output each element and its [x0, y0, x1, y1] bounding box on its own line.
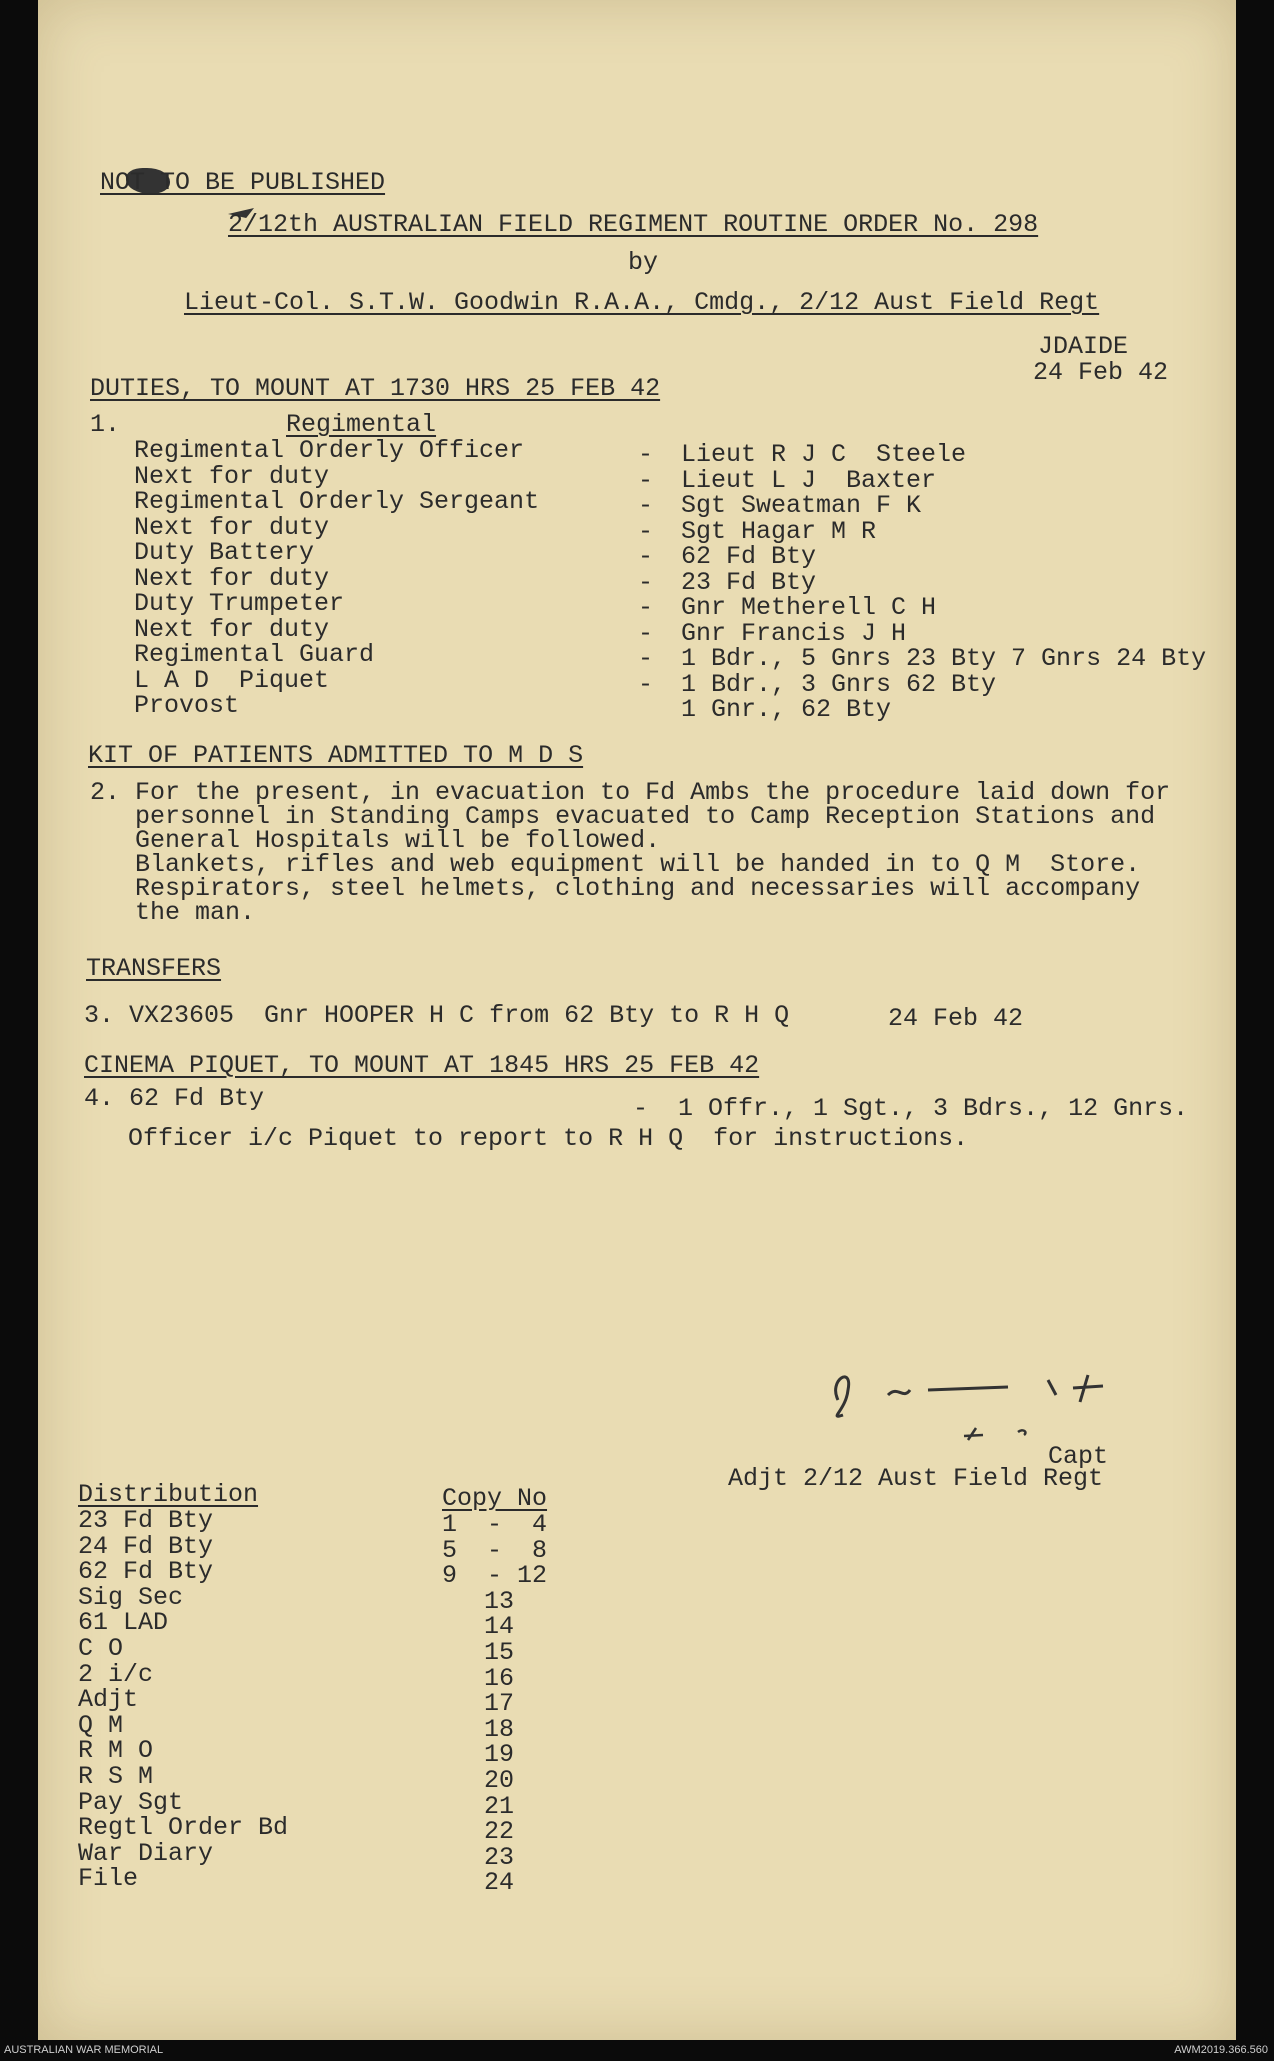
cinema-heading: CINEMA PIQUET, TO MOUNT AT 1845 HRS 25 FEB 42: [84, 1051, 760, 1080]
duty-dash: -: [638, 644, 654, 673]
duty-name: Duty Trumpeter: [134, 589, 345, 618]
distribution-unit: 24 Fd Bty: [78, 1531, 214, 1561]
distribution-unit: C O: [78, 1634, 124, 1663]
distribution-heading: Distribution: [78, 1480, 259, 1509]
duties-heading: DUTIES, TO MOUNT AT 1730 HRS 25 FEB 42: [90, 374, 661, 403]
distribution-copy: 9 - 12: [442, 1561, 548, 1591]
kit-line: 2. For the present, in evacuation to Fd Ambs the procedure laid down for: [90, 778, 1171, 807]
duty-assignee: Lieut L J Baxter: [681, 465, 937, 495]
duty-dash: -: [638, 465, 654, 495]
kit-line: General Hospitals will be followed.: [90, 826, 661, 855]
distribution-copy: 1 - 4: [442, 1510, 548, 1539]
duty-assignee: 62 Fd Bty: [681, 542, 817, 571]
duty-assignee: 1 Bdr., 5 Gnrs 23 Bty 7 Gnrs 24 Bty: [681, 644, 1207, 673]
cinema-line: 4. 62 Fd Bty: [84, 1084, 265, 1113]
distribution-unit: 61 LAD: [78, 1608, 169, 1638]
distribution-unit: R S M: [78, 1762, 154, 1791]
transfer-date: 24 Feb 42: [888, 1004, 1024, 1033]
kit-line: Blankets, rifles and web equipment will be handed in to Q M Store.: [90, 850, 1141, 879]
distribution-unit: 23 Fd Bty: [78, 1506, 214, 1535]
distribution-unit: Adjt: [78, 1685, 139, 1715]
commander-line: Lieut-Col. S.T.W. Goodwin R.A.A., Cmdg., 2/12 Aust Field Regt: [184, 288, 1100, 317]
transfers-heading: TRANSFERS: [86, 954, 222, 983]
date-label: 24 Feb 42: [1033, 358, 1169, 387]
distribution-unit: 2 i/c: [78, 1659, 154, 1689]
duty-assignee: Lieut R J C Steele: [681, 440, 967, 469]
cinema-detail: - 1 Offr., 1 Sgt., 3 Bdrs., 12 Gnrs.: [633, 1094, 1189, 1123]
duty-assignee: 23 Fd Bty: [681, 567, 817, 597]
kit-line: the man.: [90, 898, 256, 927]
distribution-copy: 20: [484, 1766, 515, 1795]
kit-heading: KIT OF PATIENTS ADMITTED TO M D S: [88, 741, 584, 770]
duty-dash: -: [638, 669, 654, 699]
distribution-unit: 62 Fd Bty: [78, 1557, 214, 1587]
distribution-unit: R M O: [78, 1736, 154, 1766]
not-published-label: NOT TO BE PUBLISHED: [100, 168, 386, 197]
order-title: 2/12th AUSTRALIAN FIELD REGIMENT ROUTINE ORDER No. 298: [228, 210, 1039, 239]
duty-name: Regimental Orderly Officer: [134, 436, 525, 465]
footer-right: AWM2019.366.560: [1174, 2044, 1268, 2056]
distribution-copy: 19: [484, 1740, 515, 1770]
distribution-copy: 22: [484, 1817, 515, 1847]
distribution-unit: War Diary: [78, 1838, 214, 1868]
place-label: JDAIDE: [1038, 332, 1129, 361]
duty-name: Next for duty: [134, 614, 330, 644]
duty-assignee: Sgt Hagar M R: [681, 516, 877, 546]
distribution-copy: 14: [484, 1612, 515, 1642]
document-page: [38, 0, 1236, 2040]
distribution-copy: 18: [484, 1714, 515, 1744]
duty-name: Provost: [134, 691, 240, 720]
duties-subheading: Regimental: [286, 410, 437, 439]
duty-assignee: Sgt Sweatman F K: [681, 491, 922, 520]
distribution-unit: Pay Sgt: [78, 1787, 184, 1817]
distribution-copy: 13: [484, 1586, 515, 1616]
duty-name: Next for duty: [134, 563, 330, 593]
distribution-copy: 16: [484, 1663, 515, 1693]
kit-line: personnel in Standing Camps evacuated to Camp Reception Stations and: [90, 802, 1156, 831]
duty-dash: -: [638, 491, 654, 520]
distribution-copy: 15: [484, 1638, 515, 1667]
distribution-copy: 24: [484, 1868, 515, 1898]
item-number: 1.: [90, 410, 121, 439]
duty-name: Duty Battery: [134, 538, 315, 567]
duty-dash: -: [638, 516, 654, 546]
distribution-copy: 5 - 8: [442, 1535, 548, 1565]
by-label: by: [628, 248, 659, 277]
kit-line: Respirators, steel helmets, clothing and necessaries will accompany: [90, 874, 1141, 903]
distribution-unit: Sig Sec: [78, 1582, 184, 1612]
distribution-unit: File: [78, 1864, 139, 1894]
duty-dash: -: [638, 618, 654, 648]
copy-heading: Copy No: [442, 1484, 548, 1513]
cinema-note: Officer i/c Piquet to report to R H Q for instructions.: [128, 1124, 969, 1153]
duty-name: Regimental Orderly Sergeant: [134, 487, 540, 516]
distribution-unit: Q M: [78, 1710, 124, 1740]
distribution-unit: Regtl Order Bd: [78, 1813, 289, 1843]
distribution-copy: 21: [484, 1791, 515, 1821]
duty-dash: -: [638, 567, 654, 597]
duty-name: Next for duty: [134, 461, 330, 491]
distribution-copy: 23: [484, 1842, 515, 1872]
duty-dash: -: [638, 440, 654, 469]
signature-role: Adjt 2/12 Aust Field Regt: [728, 1464, 1104, 1493]
duty-assignee: 1 Gnr., 62 Bty: [681, 695, 892, 724]
duty-name: L A D Piquet: [134, 665, 330, 695]
duty-dash: -: [638, 593, 654, 622]
distribution-copy: 17: [484, 1689, 515, 1719]
duty-assignee: 1 Bdr., 3 Gnrs 62 Bty: [681, 669, 997, 699]
duty-name: Next for duty: [134, 512, 330, 542]
duty-dash: -: [638, 542, 654, 571]
duty-assignee: Gnr Francis J H: [681, 618, 907, 648]
duty-assignee: Gnr Metherell C H: [681, 593, 937, 622]
signature-rank: Capt: [1048, 1442, 1109, 1471]
duty-name: Regimental Guard: [134, 640, 375, 669]
transfer-line: 3. VX23605 Gnr HOOPER H C from 62 Bty to R H Q: [84, 1001, 790, 1030]
footer-left: AUSTRALIAN WAR MEMORIAL: [4, 2044, 164, 2056]
